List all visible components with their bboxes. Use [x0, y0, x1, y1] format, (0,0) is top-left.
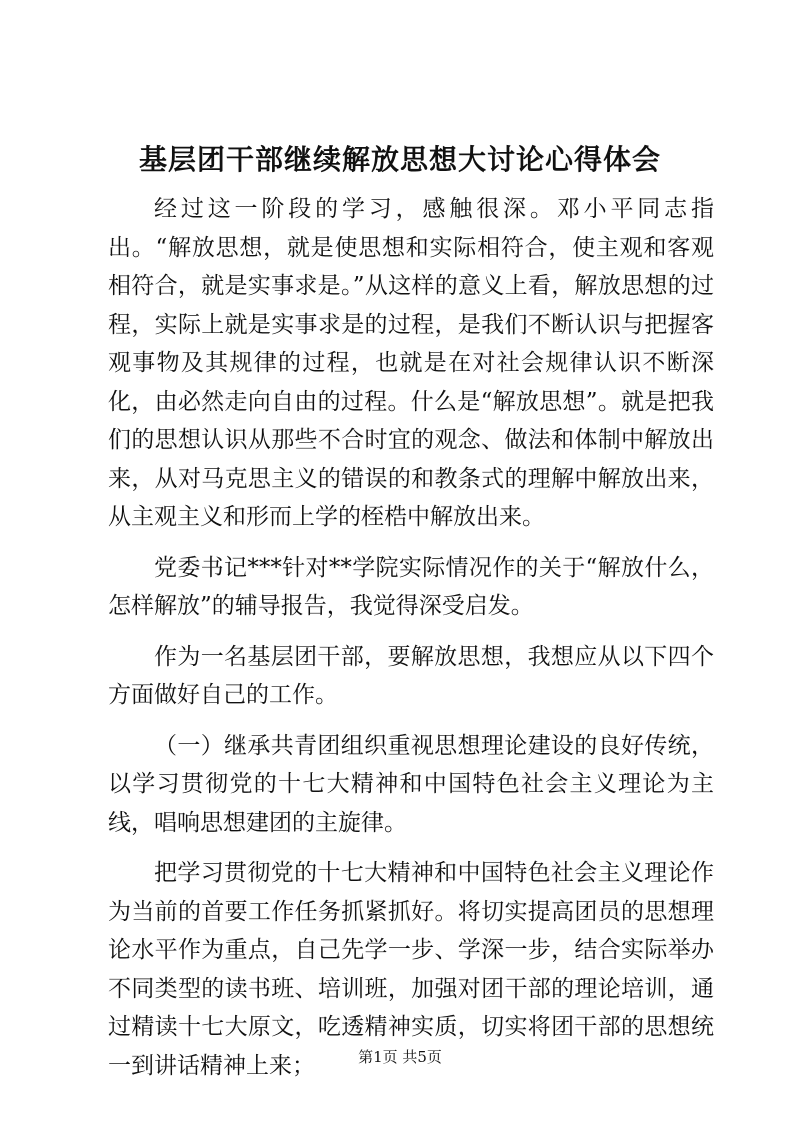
- document-body: [108, 190, 714, 1097]
- document-title: 基层团干部继续解放思想大讨论心得体会: [138, 143, 661, 176]
- paragraph-3: 作为一名基层团干部，要解放思想，我想应从以下四个方面做好自己的工作。: [108, 643, 714, 708]
- paragraph-5: 把学习贯彻党的十七大精神和中国特色社会主义理论作为当前的首要工作任务抓紧抓好。将切实提高团员的思想理论水平作为重点，自己先学一步、学深一步，结合实际举办不同类型的读书班、培训班，加强对团干部的理论培训，通过精读十七大原文，吃透精神实质，切实将团干部的思想统一到讲话精神上来；: [108, 860, 714, 1079]
- paragraph-1: 经过这一阶段的学习，感触很深。邓小平同志指出。“解放思想，就是使思想和实际相符合，使主观和客观相符合，就是实事求是。”从这样的意义上看，解放思想的过程，实际上就是实事求是的过程，是我们不断认识与把握客观事物及其规律的过程，也就是在对社会规律认识不断深化，由必然走向自由的过程。什么是“解放思想”。就是把我们的思想认识从那些不合时宜的观念、做法和体制中解放出来，从对马克思主义的错误的和教条式的理解中解放出来，从主观主义和形而上学的桎梏中解放出来。: [108, 196, 714, 530]
- page-number-footer: 第1页 共5页: [358, 1048, 442, 1066]
- paragraph-4: （一）继承共青团组织重视思想理论建设的良好传统，以学习贯彻党的十七大精神和中国特色社会主义理论为主线，唱响思想建团的主旋律。: [108, 732, 714, 836]
- paragraph-2: 党委书记***针对**学院实际情况作的关于“解放什么，怎样解放”的辅导报告，我觉得深受启发。: [108, 554, 714, 619]
